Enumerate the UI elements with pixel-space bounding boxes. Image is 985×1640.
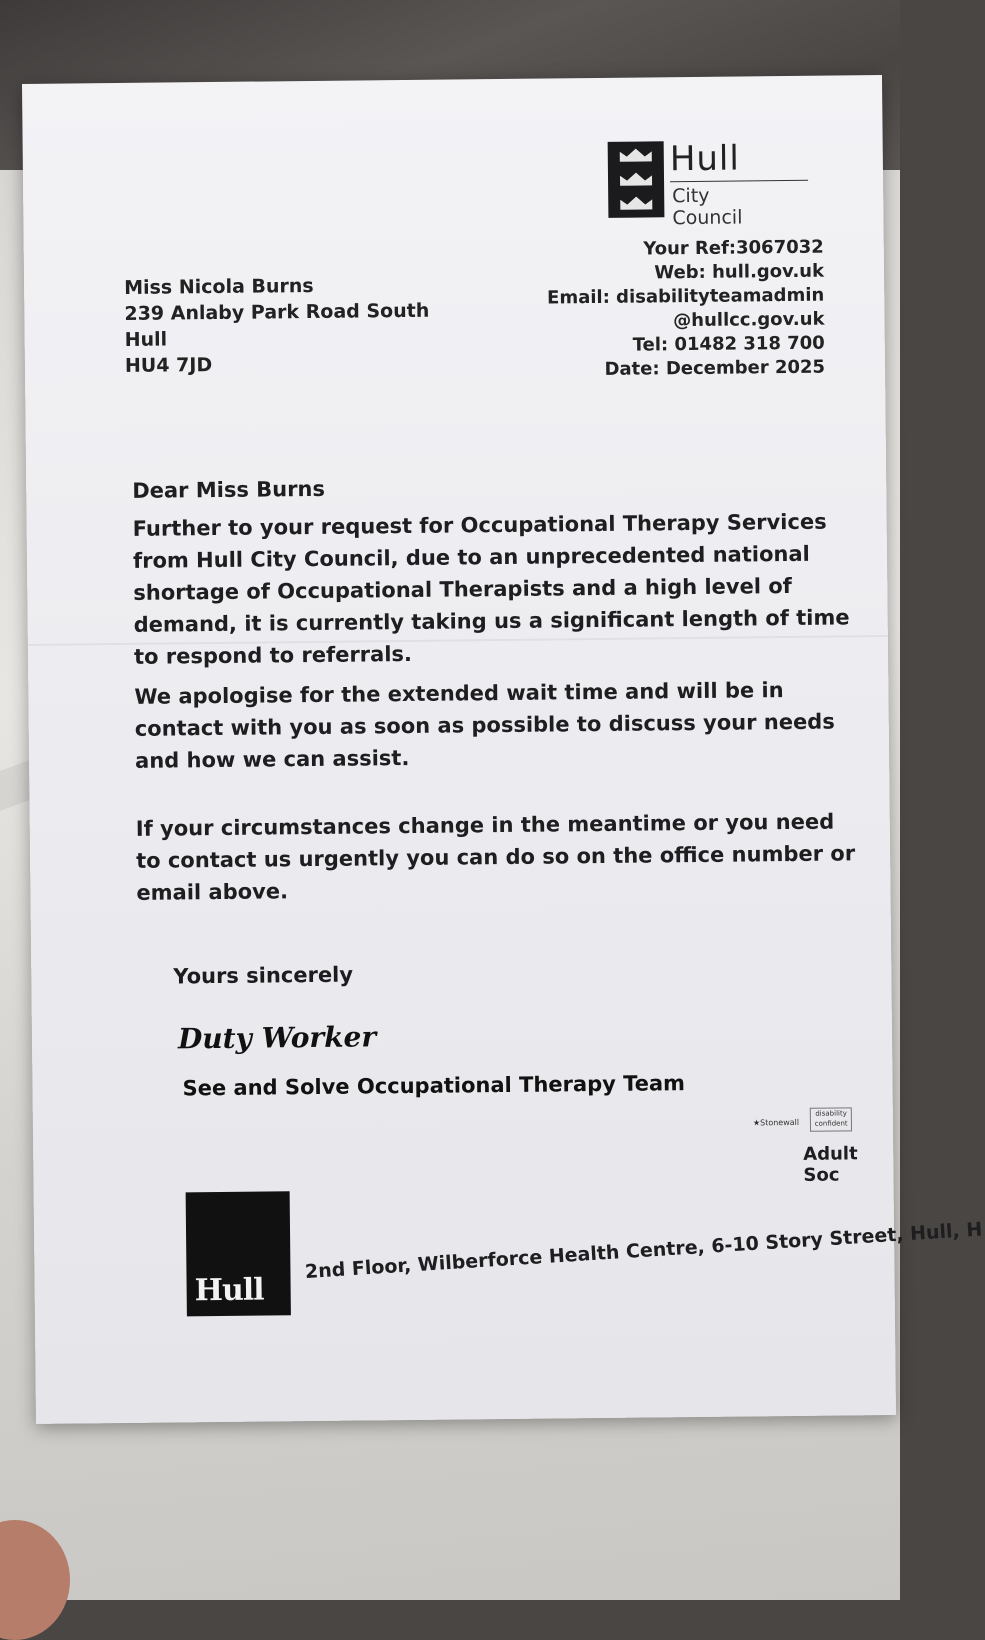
logo-hull-text: Hull [669, 138, 741, 180]
recipient-name: Miss Nicola Burns [124, 274, 314, 299]
stonewall-label: Stonewall [760, 1117, 800, 1127]
letter-page [22, 75, 983, 1424]
hull-footer-logo [186, 1191, 291, 1316]
department-name: Adult Soc [803, 1143, 858, 1186]
recipient-town: Hull [124, 328, 168, 351]
accreditation-badges [753, 1107, 853, 1132]
hull-footer-logo-text: Hull [194, 1272, 264, 1309]
closing: Yours sincerely [173, 962, 354, 989]
telephone: Tel: 01482 318 700 [632, 332, 825, 356]
signature: Duty Worker [177, 1020, 377, 1056]
recipient-street: 239 Anlaby Park Road South [124, 299, 430, 325]
logo-city-council-text: City Council [672, 184, 743, 230]
salutation: Dear Miss Burns [132, 476, 326, 503]
stonewall-badge [753, 1117, 799, 1126]
email-line-2: @hullcc.gov.uk [673, 308, 825, 332]
paragraph-1: Further to your request for Occupational Therapy Services from Hull City Council, due to an unprecedented national shortage of Occupational Therapists and a high level of demand, it is currently taking us a significant length of time to respond to referrals. [132, 509, 850, 669]
disability-confident-badge: disability confident [810, 1107, 852, 1131]
logo-divider [670, 180, 808, 182]
crown-icon [618, 147, 654, 163]
paragraph-3: If your circumstances change in the meantime or you need to contact us urgently you can do so on the office number or email above. [135, 809, 856, 905]
crown-icon [618, 195, 654, 211]
three-crowns-crest-icon [608, 141, 665, 218]
email-line-1: Email: disabilityteamadmin [547, 284, 825, 309]
star-icon: ★ [752, 1117, 761, 1127]
reference-number: Your Ref:3067032 [643, 236, 824, 260]
paragraph-2: We apologise for the extended wait time and will be in contact with you as soon as possible to discuss your needs and how we can assist. [134, 678, 835, 773]
team-name: See and Solve Occupational Therapy Team [182, 1071, 686, 1101]
crown-icon [618, 171, 654, 187]
website: Web: hull.gov.uk [654, 260, 825, 284]
letter-date: Date: December 2025 [604, 356, 826, 380]
contact-details [547, 236, 826, 383]
office-address: 2nd Floor, Wilberforce Health Centre, 6-10 Story Street, Hull, H [304, 1218, 983, 1284]
recipient-address [124, 272, 430, 379]
recipient-postcode: HU4 7JD [124, 354, 213, 377]
